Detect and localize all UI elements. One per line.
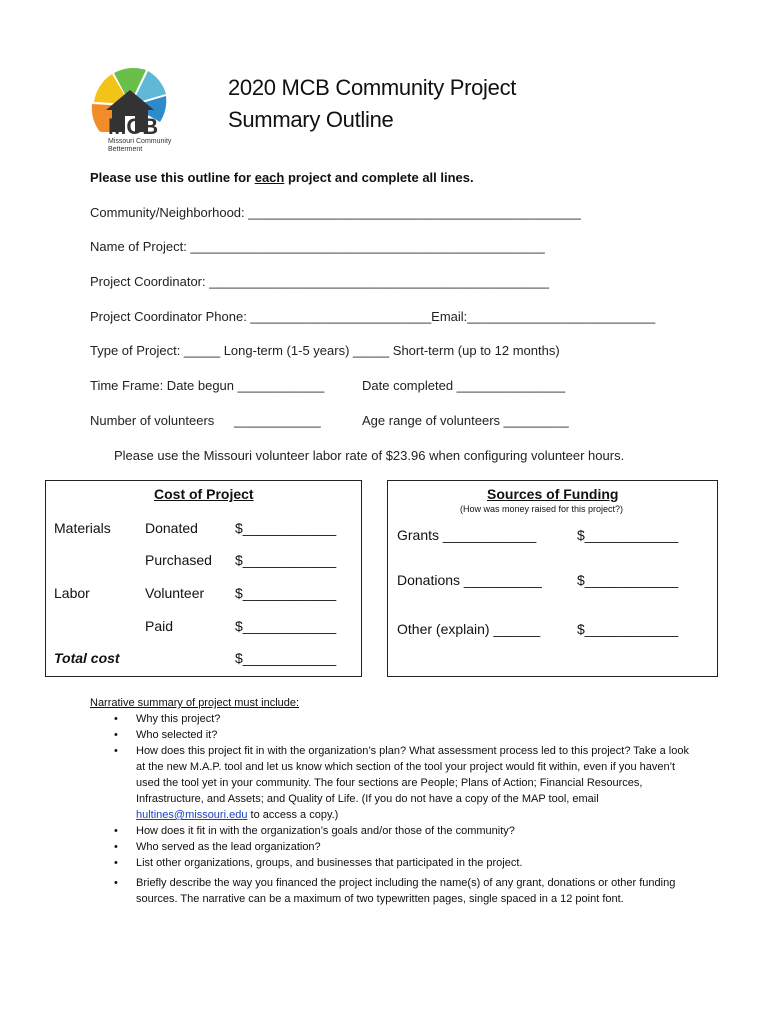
labor-label: Labor [54,585,90,601]
list-item: • How does it fit in with the organization’s goals and/or those of the community? [136,823,690,839]
total-cost-label: Total cost [54,650,120,666]
sources-of-funding-box [387,480,718,677]
logo-tagline-2: Betterment [108,146,143,153]
page-title [228,72,516,136]
purchased-label: Purchased [145,552,212,568]
coordinator-field[interactable]: Project Coordinator: _______________________________________________ [90,274,550,289]
donations-field[interactable]: Donations __________ [397,572,542,588]
list-item: • Who served as the lead organization? [136,839,690,855]
cost-of-project-box [45,480,362,677]
donated-label: Donated [145,520,198,536]
funding-subheading: (How was money raised for this project?) [460,504,624,514]
title-line-2: Summary Outline [228,107,394,132]
title-line-1: 2020 MCB Community Project [228,75,517,100]
instruction-pre: Please use this outline for [90,170,255,185]
funding-heading: Sources of Funding [487,486,619,502]
materials-label: Materials [54,520,111,536]
list-item: • How does this project fit in with the organization’s plan? What assessment process led to this project? Take a look at the new M.A.P. tool and let us know which section of the tool your project would fit within, even if you haven’t used the tool yet in your community. The four sections are People; Plans of Action; Financial Resources, Infrastructure, and Assets; and Quality of Life. (If you do not have a copy of the MAP tool, email hultines@missouri.edu to access a copy.) [136,743,690,823]
logo-letters: MCB [108,114,159,139]
volunteers-label: Number of volunteers [90,413,215,428]
instruction-emph: each [254,170,285,185]
total-cost-amount[interactable]: $____________ [235,650,337,666]
project-type-field[interactable]: Type of Project: _____ Long-term (1-5 years) _____ Short-term (up to 12 months) [90,343,560,358]
grants-amount[interactable]: $____________ [577,527,679,543]
labor-rate-note: Please use the Missouri volunteer labor rate of $23.96 when configuring volunteer hours. [114,448,625,463]
paid-label: Paid [145,618,174,634]
list-item: • Why this project? [136,711,690,727]
phone-email-field[interactable]: Project Coordinator Phone: _________________________Email:__________________________ [90,309,656,324]
volunteer-amount[interactable]: $____________ [235,585,337,601]
list-item: • List other organizations, groups, and businesses that participated in the project. [136,855,690,871]
mcb-logo [88,66,188,158]
volunteers-field[interactable]: ____________ [234,413,321,428]
cost-heading: Cost of Project [154,486,254,502]
project-name-field[interactable]: Name of Project: _________________________________________________ [90,239,545,254]
other-field[interactable]: Other (explain) ______ [397,621,541,637]
purchased-amount[interactable]: $____________ [235,552,337,568]
logo-tagline-1: Missouri Community [108,138,172,145]
instruction [90,170,474,185]
list-item: • Who selected it? [136,727,690,743]
grants-field[interactable]: Grants ____________ [397,527,537,543]
narrative-heading: Narrative summary of project must include: [90,697,300,709]
other-amount[interactable]: $____________ [577,621,679,637]
date-begun-field[interactable]: Time Frame: Date begun ____________ [90,378,325,393]
volunteer-label: Volunteer [145,585,205,601]
email-link[interactable]: hultines@missouri.edu [136,809,248,821]
date-completed-field[interactable]: Date completed _______________ [362,378,566,393]
donated-amount[interactable]: $____________ [235,520,337,536]
donations-amount[interactable]: $____________ [577,572,679,588]
narrative-list [90,711,690,907]
list-item: • Briefly describe the way you financed the project including the name(s) of any grant, donations or other funding sources. The narrative can be a maximum of two typewritten pages, single spaced in a 12 point font. [136,875,690,907]
narrative-section [90,695,690,907]
instruction-post: project and complete all lines. [284,170,474,185]
paid-amount[interactable]: $____________ [235,618,337,634]
age-range-field[interactable]: Age range of volunteers _________ [362,413,569,428]
community-field[interactable]: Community/Neighborhood: ______________________________________________ [90,205,581,220]
